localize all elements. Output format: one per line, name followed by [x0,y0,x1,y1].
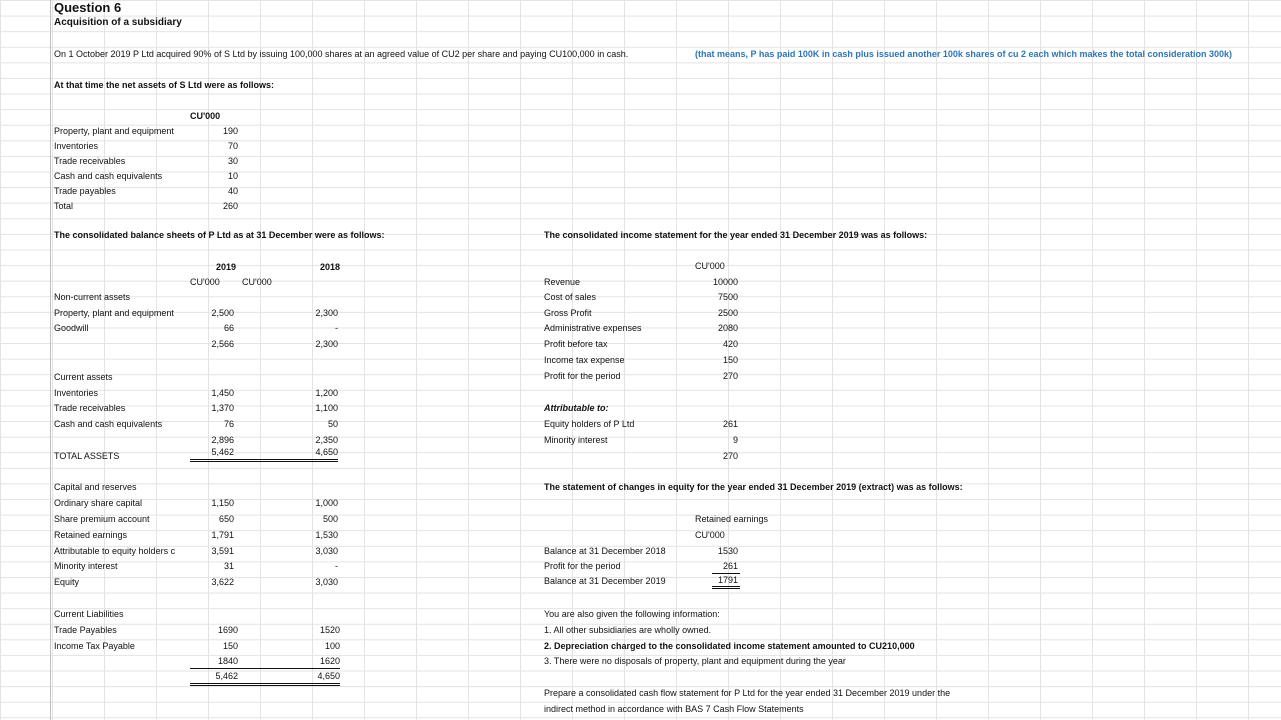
bs-share-capital-2018: 1,000 [315,498,338,508]
balance-sheet-heading: The consolidated balance sheets of P Ltd as at 31 December were as follows: [54,230,385,240]
bs-retained-2019: 1,791 [211,530,234,540]
bs-minority-2019: 31 [223,561,234,571]
bs-ppe-2018: 2,300 [315,308,338,318]
bs-total-assets-double-underline [190,459,338,462]
instruction-line-2: indirect method in accordance with BAS 7 Cash Flow Statements [544,704,804,714]
bs-attributable-label: Attributable to equity holders c [54,546,176,556]
bs-share-premium-label: Share premium account [54,514,150,524]
ec-col-label: Retained earnings [695,514,769,524]
bs-grand-total-2018: 4,650 [317,671,340,681]
ec-balance-double-underline [712,586,740,589]
is-row-value: 420 [722,339,738,349]
bs-trade-payables-2019: 1690 [217,625,238,635]
bs-receivables-2018: 1,100 [315,403,338,413]
bs-cl-total-2019: 1840 [217,656,238,666]
is-row-value: 10000 [712,277,738,287]
is-row-label: Revenue [544,277,581,287]
sheet-left-border [50,0,51,720]
bs-capital-heading: Capital and reserves [54,482,137,492]
is-row-label: Income tax expense [544,355,625,365]
ec-balance-overline [712,573,740,574]
bs-non-current-heading: Non-current assets [54,292,131,302]
bs-ca-total-2018: 2,350 [315,435,338,445]
income-statement-heading: The consolidated income statement for the year ended 31 December 2019 was as follows: [544,230,928,240]
is-attributable-total: 270 [722,451,738,461]
bs-retained-2018: 1,530 [315,530,338,540]
bs-total-assets-label: TOTAL ASSETS [54,451,120,461]
bs-tax-payable-label: Income Tax Payable [54,641,135,651]
bs-goodwill-2019: 66 [223,323,234,333]
question-subtitle: Acquisition of a subsidiary [54,17,182,28]
net-assets-unit: CU'000 [190,111,221,121]
bs-receivables-2019: 1,370 [211,403,234,413]
bs-cl-total-2018: 1620 [319,656,340,666]
question-title: Question 6 [54,0,122,15]
is-row-label: Profit before tax [544,339,608,349]
is-attributable-heading: Attributable to: [544,403,609,413]
bs-attributable-2018: 3,030 [315,546,338,556]
bs-cash-2019: 76 [223,419,234,429]
bs-grand-total-overline [190,668,340,669]
bs-ppe-label: Property, plant and equipment [54,308,174,318]
equity-changes-heading: The statement of changes in equity for the year ended 31 December 2019 (extract) was as follows: [544,482,963,492]
net-assets-row-label: Trade payables [54,186,116,196]
bs-trade-payables-label: Trade Payables [54,625,117,635]
bs-inventories-2018: 1,200 [315,388,338,398]
bs-cl-heading: Current Liabilities [54,609,124,619]
is-row-label: Gross Profit [544,308,592,318]
net-assets-row-label: Inventories [54,141,99,151]
is-row-label: Administrative expenses [544,323,642,333]
ec-row-label: Balance at 31 December 2018 [544,546,666,556]
is-minority-value: 9 [732,435,738,445]
is-row-value: 7500 [717,292,738,302]
bs-goodwill-label: Goodwill [54,323,89,333]
bs-col-2018: 2018 [319,262,341,272]
bs-attributable-2019: 3,591 [211,546,234,556]
bs-retained-label: Retained earnings [54,530,128,540]
bs-receivables-label: Trade receivables [54,403,126,413]
bs-equity-2018: 3,030 [315,577,338,587]
bs-minority-2018: - [335,561,338,571]
bs-minority-label: Minority interest [54,561,118,571]
bs-share-capital-2019: 1,150 [211,498,234,508]
bs-tax-payable-2019: 150 [222,641,238,651]
is-equity-holders-value: 261 [722,419,738,429]
bs-nca-total-2019: 2,566 [211,339,234,349]
ec-row-value: 1530 [717,546,738,556]
bs-grand-total-double-underline [190,683,340,686]
ec-row-label: Balance at 31 December 2019 [544,576,666,586]
net-assets-row-value: 260 [222,201,238,211]
bs-unit-a: CU'000 [190,277,220,287]
net-assets-heading: At that time the net assets of S Ltd were as follows: [54,80,275,90]
bs-grand-total-2019: 5,462 [215,671,238,681]
bs-share-premium-2019: 650 [218,514,234,524]
ec-unit: CU'000 [695,530,725,540]
instruction-line-1: Prepare a consolidated cash flow statement for P Ltd for the year ended 31 December 2019 under the [544,688,951,698]
net-assets-row-label: Trade receivables [54,156,126,166]
is-row-value: 270 [722,371,738,381]
ec-row-value: 261 [722,561,738,571]
bs-nca-total-2018: 2,300 [315,339,338,349]
net-assets-row-value: 40 [227,186,238,196]
bs-total-assets-2018: 4,650 [315,447,338,457]
bs-cash-2018: 50 [327,419,338,429]
is-row-value: 150 [722,355,738,365]
bs-equity-2019: 3,622 [211,577,234,587]
is-equity-holders-label: Equity holders of P Ltd [544,419,635,429]
bs-goodwill-2018: - [335,323,338,333]
is-row-label: Cost of sales [544,292,597,302]
bs-total-assets-2019: 5,462 [211,447,234,457]
net-assets-row-value: 10 [227,171,238,181]
additional-info-item: 2. Depreciation charged to the consolidated income statement amounted to CU210,000 [544,641,915,651]
additional-info-heading: You are also given the following information: [544,609,720,619]
bs-unit-b: CU'000 [242,277,272,287]
is-row-value: 2500 [717,308,738,318]
bs-ca-total-2019: 2,896 [211,435,234,445]
is-unit: CU'000 [695,261,725,271]
net-assets-row-value: 70 [227,141,238,151]
bs-inventories-label: Inventories [54,388,99,398]
is-row-label: Profit for the period [544,371,621,381]
bs-equity-label: Equity [54,577,80,587]
net-assets-row-label: Cash and cash equivalents [54,171,163,181]
intro-text: On 1 October 2019 P Ltd acquired 90% of S Ltd by issuing 100,000 shares at an agreed value of CU2 per share and paying CU100,000 in cash. [54,49,629,59]
bs-share-premium-2018: 500 [322,514,338,524]
bs-current-heading: Current assets [54,372,113,382]
bs-trade-payables-2018: 1520 [319,625,340,635]
additional-info-item: 3. There were no disposals of property, plant and equipment during the year [544,656,846,666]
net-assets-row-value: 30 [227,156,238,166]
net-assets-row-label: Property, plant and equipment [54,126,174,136]
bs-cash-label: Cash and cash equivalents [54,419,163,429]
is-row-value: 2080 [717,323,738,333]
net-assets-row-label: Total [54,201,74,211]
bs-tax-payable-2018: 100 [324,641,340,651]
bs-col-2019: 2019 [215,262,237,272]
bs-ppe-2019: 2,500 [211,308,234,318]
additional-info-item: 1. All other subsidiaries are wholly owned. [544,625,712,635]
is-minority-label: Minority interest [544,435,608,445]
ec-row-label: Profit for the period [544,561,621,571]
ec-row-value: 1791 [717,575,738,585]
net-assets-row-value: 190 [222,126,238,136]
intro-note: (that means, P has paid 100K in cash plus issued another 100k shares of cu 2 each which makes the total consideration 300k) [695,49,1233,59]
bs-share-capital-label: Ordinary share capital [54,498,143,508]
bs-inventories-2019: 1,450 [211,388,234,398]
